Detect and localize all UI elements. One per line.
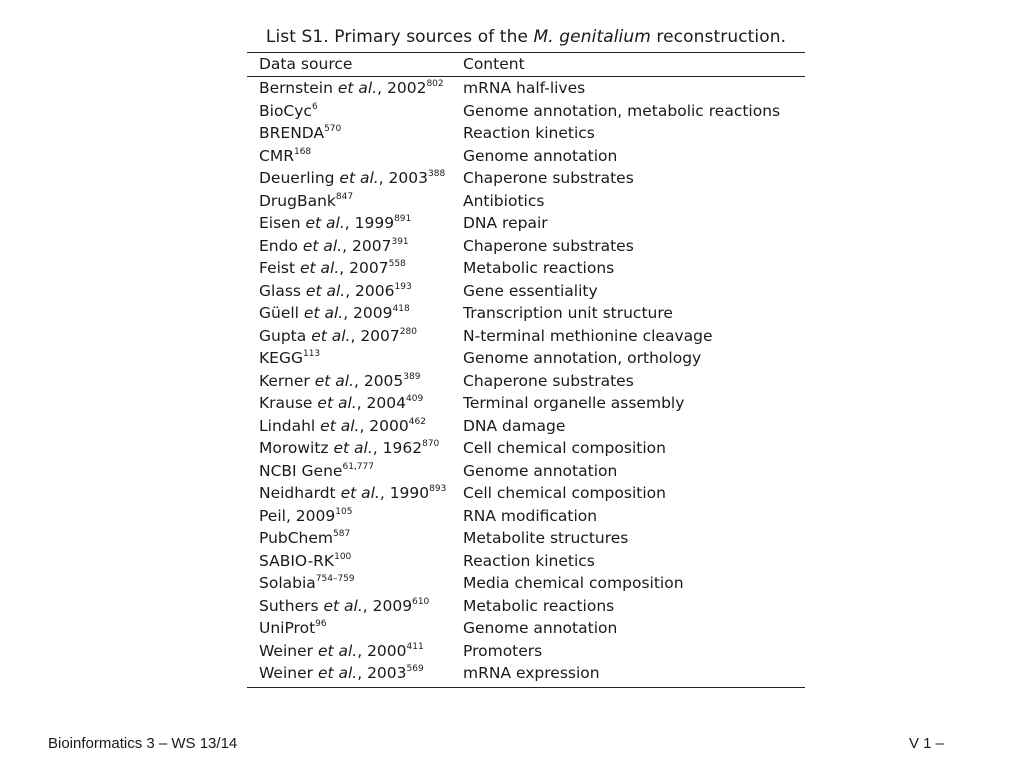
table-row [247,437,805,460]
source-name: SABIO-RK [259,551,335,570]
caption-organism: M. genitalium [533,27,651,47]
source-year: , 2009 [362,596,413,615]
content-cell: N-terminal methionine cleavage [463,326,713,345]
data-source-cell [247,167,463,190]
content-cell: Genome annotation, metabolic reactions [463,101,781,120]
data-source-cell [247,415,463,438]
content-cell: Metabolic reactions [463,596,615,615]
table-row [247,527,805,550]
source-etal: et al. [311,326,351,345]
reference-number: 389 [403,371,421,382]
source-name: CMR [259,146,294,165]
content-cell: Genome annotation [463,461,618,480]
content-cell: RNA modification [463,506,598,525]
source-name: Endo [259,236,298,255]
source-name: Solabia [259,574,316,592]
table-row [247,392,805,415]
content-cell: mRNA half-lives [463,79,586,97]
table-row [247,302,805,325]
source-year: , 2002 [377,79,427,97]
caption-prefix: List S1. Primary sources of the [265,27,534,47]
source-name: DrugBank [259,191,336,210]
data-source-cell [247,392,463,415]
table-row [247,505,805,528]
table-row [247,190,805,213]
content-cell: Gene essentiality [463,281,598,300]
source-etal: et al. [320,416,360,435]
source-year: , 2007 [350,326,400,345]
source-name: BRENDA [259,124,325,142]
data-source-cell [247,257,463,280]
data-source-cell [247,482,463,505]
source-name: Bernstein [259,79,333,97]
data-source-cell [247,212,463,235]
source-year: , 2000 [359,416,409,435]
source-name: Glass [259,281,301,300]
source-etal: et al. [339,169,379,187]
table-row [247,347,805,370]
source-name: KEGG [259,349,303,367]
reference-number: 870 [422,439,440,449]
data-source-cell [247,190,463,213]
content-cell: Cell chemical composition [463,439,666,457]
source-name: Kerner [259,371,310,390]
source-name: Peil, 2009 [259,506,336,525]
source-etal: et al. [305,214,345,232]
source-year: , 2000 [357,641,407,660]
table-row [247,167,805,190]
reference-number: 802 [426,79,444,89]
table-row [247,212,805,235]
source-name: Gupta [259,326,307,345]
reference-number: 113 [302,349,321,359]
source-name: BioCyc [259,101,312,120]
caption-suffix: reconstruction. [650,27,787,47]
data-source-cell [247,617,463,640]
content-cell: Transcription unit structure [463,304,673,322]
content-cell: Reaction kinetics [463,551,595,570]
reference-number: 61,777 [342,461,374,472]
source-etal: et al. [314,371,354,390]
source-name: Weiner [259,641,313,660]
table-row [247,640,805,663]
data-source-cell [247,550,463,573]
content-cell: Chaperone substrates [463,236,634,255]
data-source-cell [247,235,463,258]
source-name: Morowitz [259,439,329,457]
table-row [247,77,805,100]
reference-number: 558 [388,259,406,269]
footer-course: Bioinformatics 3 – WS 13/14 [48,735,238,752]
table-row [247,280,805,303]
data-source-cell [247,662,463,685]
reference-number: 391 [391,236,409,247]
source-table [247,24,805,688]
reference-number: 168 [293,146,312,157]
source-name: Neidhardt [259,484,336,502]
source-etal: et al. [317,394,357,412]
source-etal: et al. [303,304,344,322]
reference-number: 847 [335,191,354,202]
reference-number: 891 [394,214,412,224]
header-data-source: Data source [259,55,353,73]
table-row [247,617,805,640]
source-name: Eisen [259,214,301,232]
content-cell: DNA repair [463,214,548,232]
content-cell: Genome annotation, orthology [463,349,702,367]
data-source-cell [247,572,463,595]
source-name: Suthers [259,596,319,615]
reference-number: 280 [399,326,417,337]
table-caption [247,24,805,50]
source-name: Feist [259,259,296,277]
content-cell: Genome annotation [463,146,618,165]
reference-number: 569 [406,664,424,674]
source-etal: et al. [333,439,373,457]
content-cell: DNA damage [463,416,566,435]
table-bottom-rule [247,687,805,688]
data-source-cell [247,145,463,168]
table-row [247,460,805,483]
source-etal: et al. [340,484,380,502]
reference-number: 462 [408,416,426,427]
data-source-cell [247,460,463,483]
reference-number: 409 [406,394,424,404]
table-row [247,572,805,595]
source-name: NCBI Gene [259,461,343,480]
source-name: Krause [259,394,313,412]
source-etal: et al. [302,236,343,255]
table-row [247,325,805,348]
data-source-cell [247,347,463,370]
content-cell: Media chemical composition [463,574,684,592]
table-row [247,595,805,618]
table-row [247,257,805,280]
source-etal: et al. [317,641,358,660]
source-name: Deuerling [259,169,335,187]
source-name: Güell [259,304,299,322]
table-row [247,550,805,573]
table-row [247,235,805,258]
table-row [247,122,805,145]
data-source-cell [247,302,463,325]
data-source-cell [247,505,463,528]
reference-number: 96 [315,619,327,629]
table-row [247,662,805,685]
content-cell: Promoters [463,641,543,660]
content-cell: Chaperone substrates [463,169,634,187]
source-name: Lindahl [259,416,316,435]
source-etal: et al. [305,281,346,300]
content-cell: Metabolite structures [463,529,629,547]
source-etal: et al. [300,259,340,277]
data-source-cell [247,100,463,123]
footer-slide-number: V 1 – [908,735,944,752]
table-body [247,77,805,685]
source-name: UniProt [259,619,316,637]
reference-number: 6 [311,101,318,112]
source-year: , 1962 [372,439,423,457]
reference-number: 893 [429,484,447,494]
content-cell: Terminal organelle assembly [463,394,685,412]
source-name: PubChem [259,529,334,547]
table-row [247,100,805,123]
reference-number: 610 [412,596,430,607]
source-year: , 2004 [356,394,407,412]
source-year: , 2003 [378,169,429,187]
data-source-cell [247,640,463,663]
source-etal: et al. [317,664,358,682]
table-header-row [247,53,805,76]
content-cell: mRNA expression [463,664,600,682]
reference-number: 388 [428,169,446,179]
source-year: , 2009 [343,304,393,322]
data-source-cell [247,122,463,145]
reference-number: 100 [334,551,352,562]
source-year: , 1990 [379,484,430,502]
source-etal: et al. [337,79,378,97]
data-source-cell [247,325,463,348]
content-cell: Reaction kinetics [463,124,595,142]
source-year: , 2005 [353,371,404,390]
table-row [247,370,805,393]
data-source-cell [247,437,463,460]
source-year: , 2007 [342,236,392,255]
data-source-cell [247,527,463,550]
content-cell: Metabolic reactions [463,259,615,277]
table-row [247,145,805,168]
reference-number: 570 [324,124,342,134]
data-source-cell [247,77,463,100]
source-etal: et al. [323,596,363,615]
table-row [247,415,805,438]
reference-number: 105 [335,506,353,517]
content-cell: Antibiotics [463,191,545,210]
content-cell: Cell chemical composition [463,484,666,502]
table-row [247,482,805,505]
reference-number: 193 [394,281,412,292]
reference-number: 587 [333,529,351,539]
source-year: , 2006 [345,281,395,300]
source-year: , 2003 [357,664,407,682]
source-name: Weiner [259,664,313,682]
reference-number: 411 [406,641,424,652]
reference-number: 754–759 [315,574,355,584]
header-content: Content [463,55,525,73]
source-year: , 1999 [344,214,395,232]
data-source-cell [247,595,463,618]
source-year: , 2007 [339,259,389,277]
data-source-cell [247,370,463,393]
reference-number: 418 [392,304,410,314]
content-cell: Genome annotation [463,619,618,637]
content-cell: Chaperone substrates [463,371,634,390]
data-source-cell [247,280,463,303]
